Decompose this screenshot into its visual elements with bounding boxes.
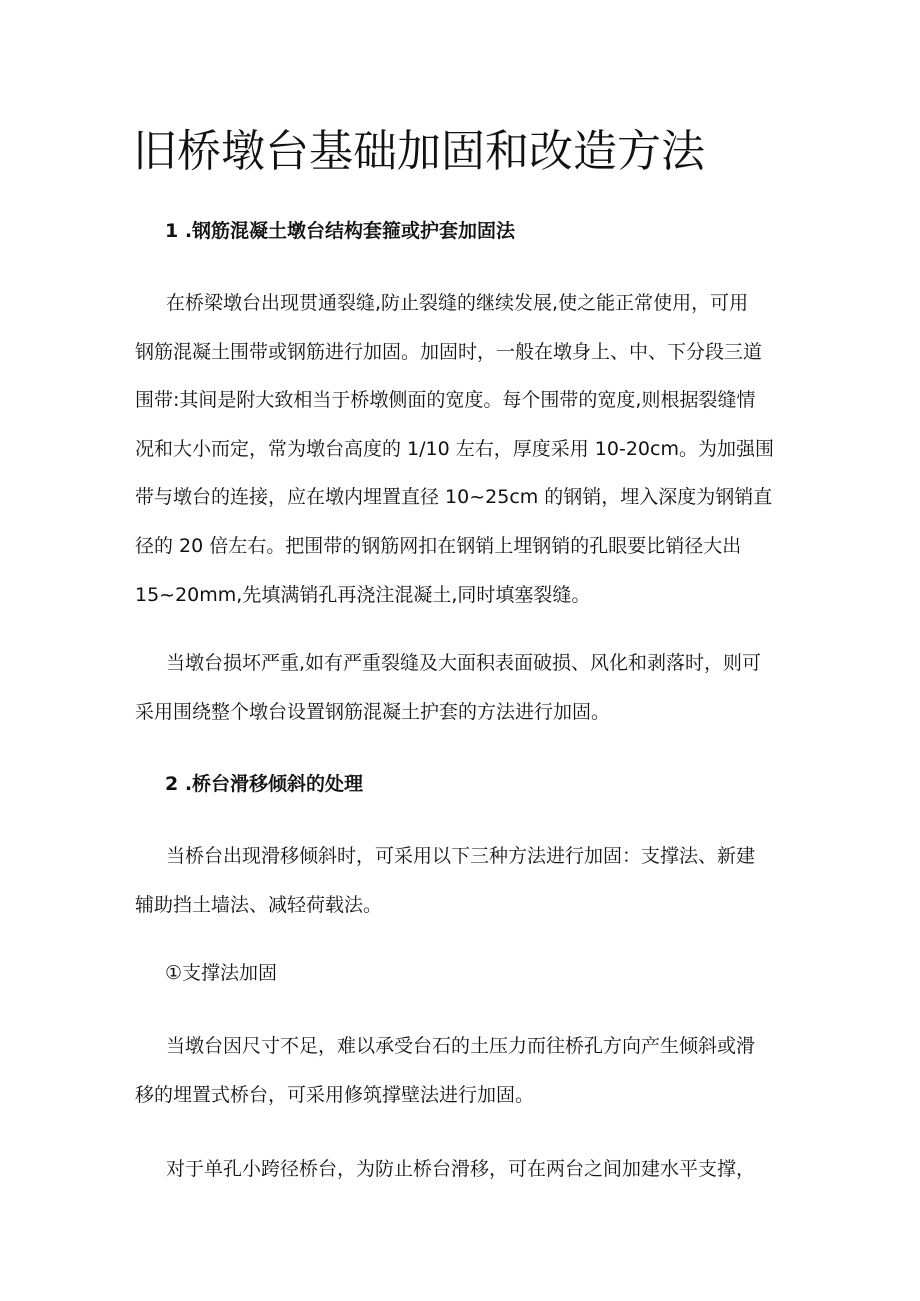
section-1-heading: 1 .钢筋混凝土墩台结构套箍或护套加固法 (165, 220, 516, 242)
text-line: 钢筋混凝土围带或钢筋进行加固。加固时，一般在墩身上、中、下分段三道 (135, 340, 763, 363)
section-2-paragraph-2 (135, 1022, 795, 1119)
text-line: 带与墩台的连接，应在墩内埋置直径 10~25cm 的钢销，埋入深度为钢销直 (135, 486, 773, 509)
section-1-paragraph-2 (135, 639, 795, 736)
text-line: 当墩台因尺寸不足，难以承受台石的土压力而往桥孔方向产生倾斜或滑 (166, 1035, 756, 1057)
text-line: 当桥台出现滑移倾斜时，可采用以下三种方法进行加固：支撑法、新建 (166, 845, 756, 867)
text-line: 在桥梁墩台出现贯通裂缝,防止裂缝的继续发展,使之能正常使用，可用 (166, 292, 749, 314)
text-line: 移的埋置式桥台，可采用修筑撑壁法进行加固。 (135, 1083, 535, 1106)
section-2-paragraph-1 (135, 832, 795, 929)
section-2-subheading: ①支撑法加固 (165, 962, 278, 984)
text-line: 采用围绕整个墩台设置钢筋混凝土护套的方法进行加固。 (135, 700, 611, 723)
section-1-paragraph-1 (135, 279, 795, 619)
section-2-paragraph-3 (135, 1145, 795, 1194)
text-line: 15~20mm,先填满销孔再浇注混凝土,同时填塞裂缝。 (135, 583, 591, 606)
section-2-heading: 2 .桥台滑移倾斜的处理 (165, 773, 364, 795)
text-line: 辅助挡土墙法、减轻荷载法。 (135, 893, 383, 916)
text-line: 对于单孔小跨径桥台，为防止桥台滑移，可在两台之间加建水平支撑， (166, 1158, 756, 1180)
text-line: 况和大小而定，常为墩台高度的 1/10 左右，厚度采用 10-20cm。为加强围 (135, 437, 774, 460)
text-line: 径的 20 倍左右。把围带的钢筋网扣在钢销上埋钢销的孔眼要比销径大出 (135, 534, 742, 557)
text-line: 围带:其间是附大致相当于桥墩侧面的宽度。每个围带的宽度,则根据裂缝情 (135, 389, 756, 412)
document-title: 旧桥墩台基础加固和改造方法 (133, 126, 705, 177)
text-line: 当墩台损坏严重,如有严重裂缝及大面积表面破损、风化和剥落时，则可 (166, 652, 762, 674)
